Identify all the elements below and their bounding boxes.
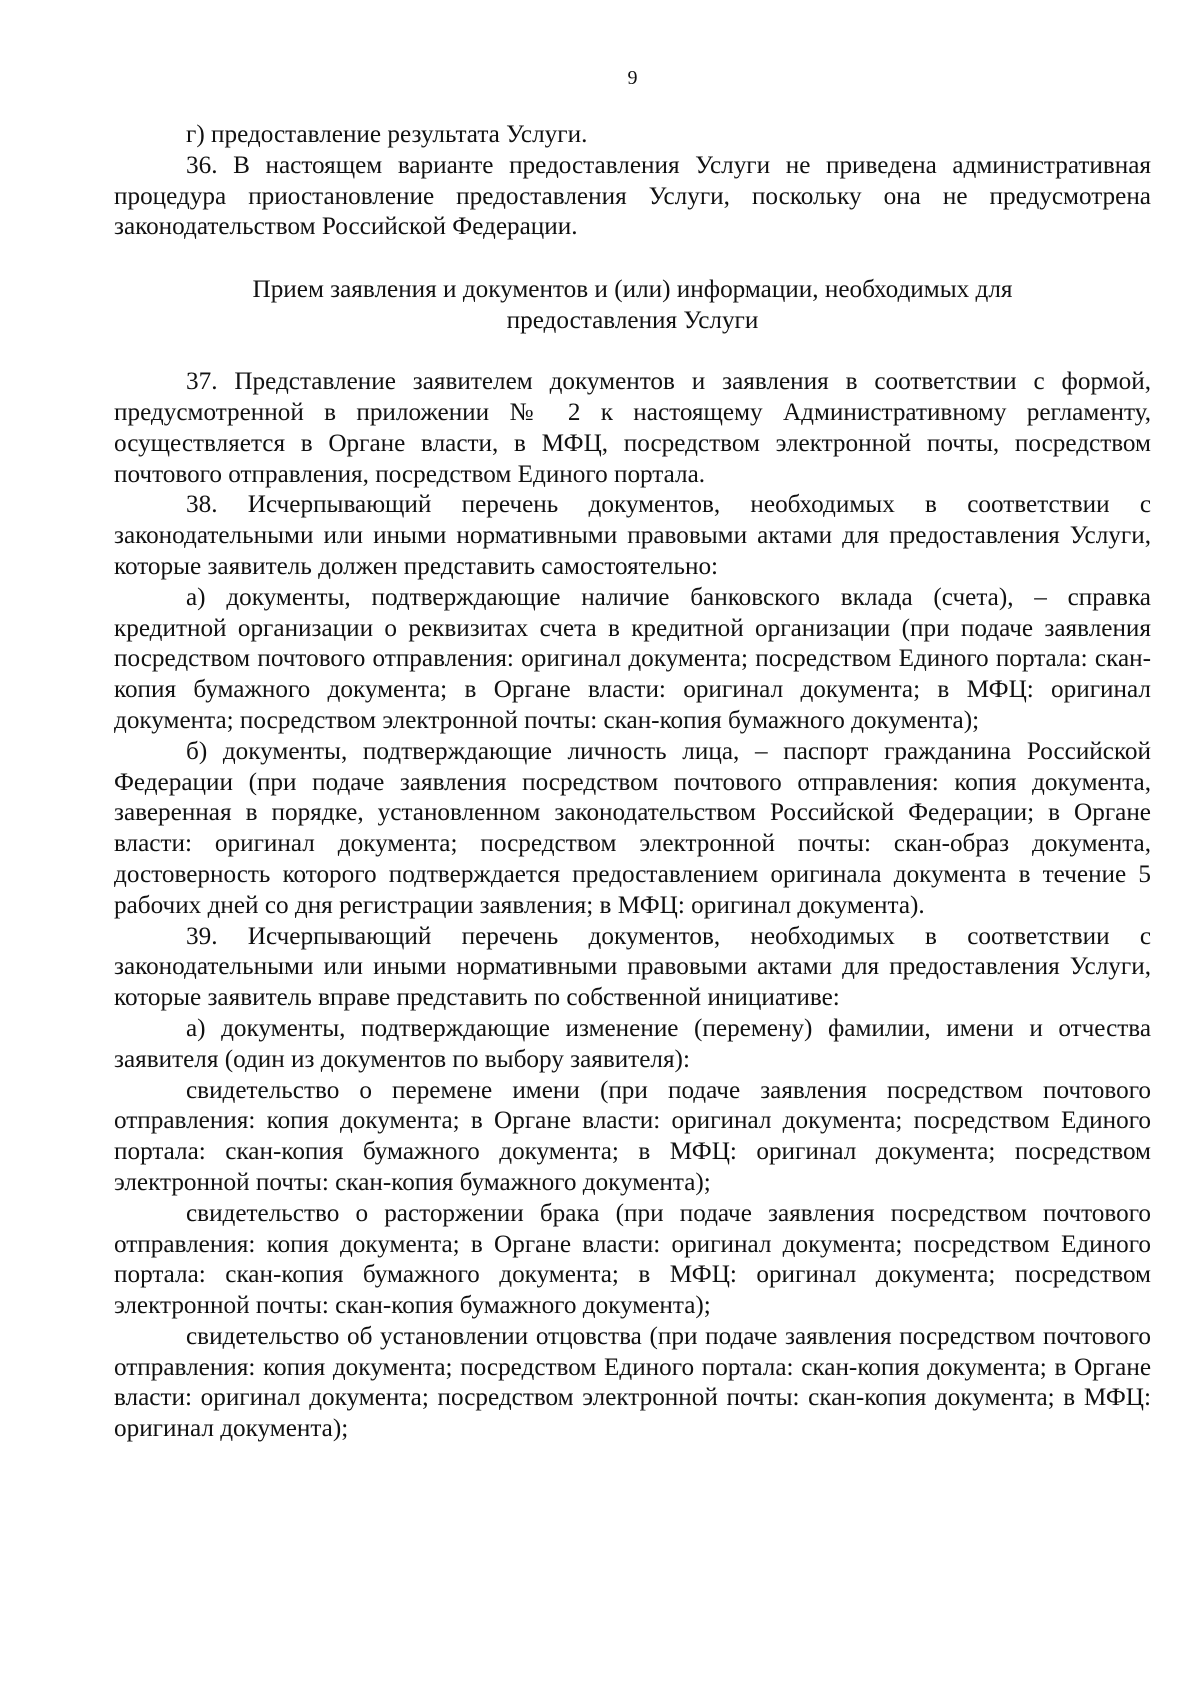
paragraph-name-change-certificate: свидетельство о перемене имени (при подаче заявления посредством почтового отправления: копия документа; в Органе власти: оригинал документа; посредством Единого портала: скан-копия бумажного документа; в МФЦ: оригинал документа; посредством электронной почты: скан-копия бумажного документа); — [114, 1076, 1151, 1196]
paragraph-39-item-a: а) документы, подтверждающие изменение (перемену) фамилии, имени и отчества заявителя (один из документов по выбору заявителя): — [114, 1014, 1151, 1073]
paragraph-item-g: г) предоставление результата Услуги. — [186, 121, 588, 148]
paragraph-39: 39. Исчерпывающий перечень документов, необходимых в соответствии с законодательными или иными нормативными правовыми актами для предоставления Услуги, которые заявитель вправе представить по собственной инициативе: — [114, 922, 1151, 1012]
paragraph-divorce-certificate: свидетельство о расторжении брака (при подаче заявления посредством почтового отправления: копия документа; в Органе власти: оригинал документа; посредством Единого портала: скан-копия бумажного документа; в МФЦ: оригинал документа; посредством электронной почты: скан-копия бумажного документа); — [114, 1199, 1151, 1320]
paragraph-38-item-b: б) документы, подтверждающие личность лица, – паспорт гражданина Российской Федерации (при подаче заявления посредством почтового отправления: копия документа, заверенная в порядке, установленном законодательством Российской Федерации; в Органе власти: оригинал документа; посредством электронной почты: скан-образ документа, достоверность которого подтверждается предоставлением оригинала документа в течение 5 рабочих дней со дня регистрации заявления; в МФЦ: оригинал документа). — [114, 737, 1151, 919]
paragraph-paternity-certificate: свидетельство об установлении отцовства (при подаче заявления посредством почтового отправления: копия документа; посредством Единого портала: скан-копия документа; в Органе власти: оригинал документа; посредством электронной почты: скан-копия документа; в МФЦ: оригинал документа); — [114, 1322, 1151, 1443]
paragraph-36: 36. В настоящем варианте предоставления Услуги не приведена административная процедура приостановление предоставления Услуги, поскольку она не предусмотрена законодательством Российской Федерации. — [114, 151, 1151, 241]
document-page — [114, 66, 1151, 1445]
paragraph-38: 38. Исчерпывающий перечень документов, необходимых в соответствии с законодательными или иными нормативными правовыми актами для предоставления Услуги, которые заявитель должен представить самостоятельно: — [114, 491, 1151, 580]
paragraph-37: 37. Представление заявителем документов и заявления в соответствии с формой, предусмотренной в приложении № 2 к настоящему Административному регламенту, осуществляется в Органе власти, в МФЦ, посредством электронной почты, посредством почтового отправления, посредством Единого портала. — [114, 368, 1151, 488]
section-heading: Прием заявления и документов и (или) информации, необходимых для предоставления Услуги — [252, 276, 1013, 335]
paragraph-38-item-a: а) документы, подтверждающие наличие банковского вклада (счета), – справка кредитной организации о реквизитах счета в кредитной организации (при подаче заявления посредством почтового отправления: оригинал документа; посредством Единого портала: скан-копия бумажного документа; в Органе власти: оригинал документа; в МФЦ: оригинал документа; посредством электронной почты: скан-копия бумажного документа); — [114, 583, 1151, 734]
page-number: 9 — [627, 67, 638, 89]
